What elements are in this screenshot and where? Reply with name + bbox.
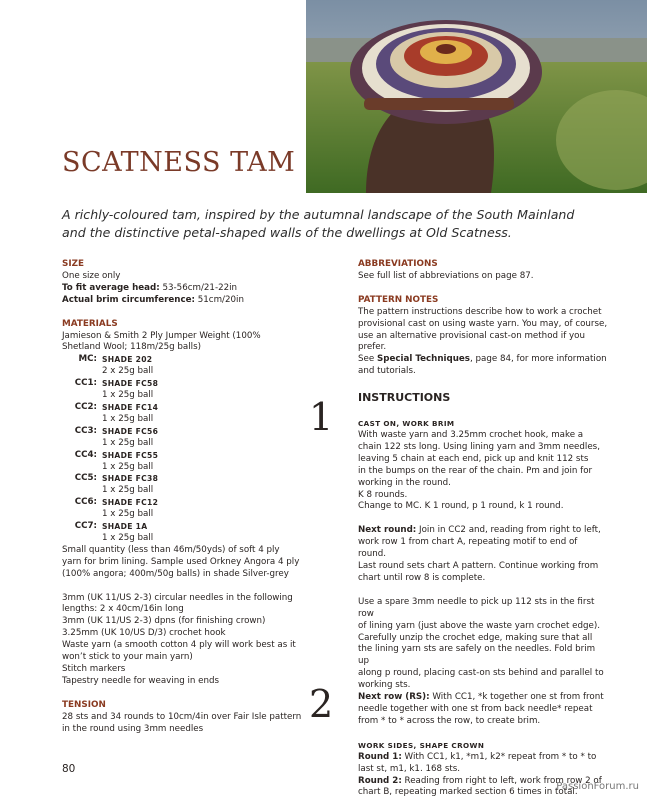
yarn-row (62, 402, 320, 414)
next-round-line (358, 525, 608, 537)
spare-line: working sts. (358, 680, 411, 691)
spare-line: Use a spare 3mm needle to pick up 112 sts in the first row (358, 596, 595, 619)
spare-line: the lining yarn sts are safely on the needles. Fold brim up (358, 644, 596, 667)
tool-line: won’t stick to your main yarn) (62, 652, 193, 663)
cast-on-line: With waste yarn and 3.25mm crochet hook, make a (358, 429, 584, 440)
page-number: 80 (62, 763, 76, 775)
tool-line: Stitch markers (62, 664, 126, 674)
notes-line (358, 354, 608, 366)
yarn-row (62, 378, 320, 390)
yarn-row (62, 473, 320, 485)
yarn-shade: SHADE FC55 (102, 450, 159, 460)
right-column (358, 259, 608, 799)
next-round-text: Join in CC2 and, reading from right to left, (416, 525, 601, 536)
next-round-label: Next round: (358, 525, 417, 536)
cast-on-line: Change to MC. K 1 round, p 1 round, k 1 round. (358, 501, 564, 512)
size-one: One size only (62, 270, 121, 281)
round1-text: With CC1, k1, *m1, k2* repeat from * to * to (401, 751, 597, 762)
round2-line: chart B, repeating marked section 6 times in total. (358, 787, 578, 798)
cast-on-line: in the bumps on the rear of the chain. Pm and join for (358, 465, 593, 476)
tool-line: 3.25mm (UK 10/US D/3) crochet hook (62, 628, 226, 639)
head-label: To fit average head: (62, 282, 160, 293)
round1-label: Round 1: (358, 751, 402, 762)
yarn-label: CC4: (74, 449, 97, 460)
yarn-label: CC1: (74, 378, 97, 389)
cast-on-line: working in the round. (358, 477, 451, 488)
yarn-row (62, 354, 320, 366)
yarn-shade: SHADE FC56 (102, 426, 159, 436)
yarn-row (62, 426, 320, 438)
step-number-1: 1 (309, 395, 334, 439)
round1-line (358, 752, 608, 764)
size-brim (62, 295, 320, 307)
round2-label: Round 2: (358, 775, 402, 786)
materials-extra: (100% angora; 400m/50g balls) in shade Silver-grey (62, 568, 289, 579)
yarn-qty: 2 x 25g ball (102, 366, 154, 377)
yarn-qty: 1 x 25g ball (102, 532, 154, 543)
yarn-qty: 1 x 25g ball (102, 509, 154, 520)
yarn-row (62, 497, 320, 509)
yarn-shade: SHADE 202 (102, 355, 153, 365)
next-row-text: With CC1, *k together one st from front (429, 692, 604, 703)
cast-on-line: chain 122 sts long. Using lining yarn and 3mm needles, (358, 441, 600, 452)
yarn-label: CC5: (74, 473, 97, 484)
yarn-qty: 1 x 25g ball (102, 485, 154, 496)
yarn-shade: SHADE FC12 (102, 498, 159, 508)
abbreviations-heading: ABBREVIATIONS (358, 259, 438, 269)
notes-line: and tutorials. (358, 366, 416, 377)
step-number-2: 2 (309, 682, 334, 726)
materials-extra: yarn for brim lining. Sample used Orkney Angora 4 ply (62, 556, 300, 567)
tension-heading: TENSION (62, 699, 106, 710)
tension-line: in the round using 3mm needles (62, 723, 204, 734)
yarn-label: CC6: (74, 497, 97, 508)
hat-photo (306, 0, 647, 193)
yarn-qty: 1 x 25g ball (102, 413, 154, 424)
materials-extra: Small quantity (less than 46m/50yds) of soft 4 ply (62, 544, 280, 555)
notes-see: See (358, 354, 377, 365)
notes-page: , page 84, for more information (469, 354, 607, 365)
notes-line: provisional cast on using waste yarn. You may, of course, (358, 318, 608, 329)
tool-line: lengths: 2 x 40cm/16in long (62, 604, 184, 615)
work-sides-heading: WORK SIDES, SHAPE CROWN (358, 740, 485, 750)
yarn-label: MC: (78, 354, 97, 365)
next-round-line: chart until row 8 is complete. (358, 572, 486, 583)
yarn-shade: SHADE FC14 (102, 402, 159, 412)
tension-line: 28 sts and 34 rounds to 10cm/4in over Fair Isle pattern (62, 711, 302, 722)
next-row-line: needle together with one st from back needle* repeat (358, 704, 593, 714)
cast-on-line: leaving 5 chain at each end, pick up and knit 112 sts (358, 453, 589, 464)
notes-heading: PATTERN NOTES (358, 294, 439, 305)
brim-label: Actual brim circumference: (62, 294, 195, 305)
spare-line: Carefully unzip the crochet edge, making sure that all (358, 632, 593, 643)
cast-on-line: K 8 rounds. (358, 489, 408, 500)
next-row-label: Next row (RS): (358, 692, 430, 703)
instructions-heading: INSTRUCTIONS (358, 391, 451, 405)
tool-line: 3mm (UK 11/US 2-3) circular needles in the following (62, 592, 293, 603)
round1-line: last st, m1, k1. 168 sts. (358, 763, 461, 774)
left-column (62, 259, 320, 736)
yarn-qty: 1 x 25g ball (102, 461, 154, 472)
tool-line: 3mm (UK 11/US 2-3) dpns (for finishing crown) (62, 616, 266, 627)
yarn-label: CC7: (74, 521, 97, 532)
next-round-line: Last round sets chart A pattern. Continue working from (358, 561, 599, 572)
materials-line: Shetland Wool; 118m/25g balls) (62, 342, 201, 353)
notes-line: use an alternative provisional cast-on method if you prefer. (358, 330, 585, 353)
yarn-shade: SHADE FC58 (102, 379, 159, 389)
tool-line: Waste yarn (a smooth cotton 4 ply will work best as it (62, 640, 296, 651)
brim-value: 51cm/20in (197, 294, 244, 305)
tool-line: Tapestry needle for weaving in ends (62, 675, 220, 686)
yarn-label: CC3: (74, 425, 97, 436)
size-heading: SIZE (62, 259, 84, 269)
yarn-row (62, 450, 320, 462)
photo-image (306, 0, 647, 193)
yarn-row (62, 521, 320, 533)
next-row-line: from * to * across the row, to create brim. (358, 715, 541, 726)
watermark: PassionForum.ru (556, 781, 639, 792)
yarn-shade: SHADE FC38 (102, 474, 159, 484)
spare-line: of lining yarn (just above the waste yarn crochet edge). (358, 620, 600, 631)
abbreviations-text: See full list of abbreviations on page 87. (358, 270, 534, 281)
intro-text: A richly-coloured tam, inspired by the autumnal landscape of the South Mainland and the distinctive petal-shaped walls of the dwellings at Old Scatness. (62, 207, 575, 240)
notes-special-link: Special Techniques (376, 354, 470, 365)
next-row-line (358, 692, 608, 704)
page-title: SCATNESS TAM (62, 147, 296, 178)
materials-line: Jamieson & Smith 2 Ply Jumper Weight (100% (62, 330, 261, 341)
cast-on-heading: CAST ON, WORK BRIM (358, 419, 455, 429)
yarn-qty: 1 x 25g ball (102, 437, 154, 448)
materials-heading: MATERIALS (62, 318, 118, 329)
yarn-qty: 1 x 25g ball (102, 390, 154, 401)
notes-line: The pattern instructions describe how to work a crochet (358, 306, 602, 317)
yarn-label: CC2: (74, 401, 97, 412)
head-value: 53-56cm/21-22in (162, 282, 238, 293)
round2-text: Reading from right to left, work from row 2 of (401, 775, 602, 786)
spare-line: along p round, placing cast-on sts behind and parallel to (358, 668, 604, 679)
next-round-line: work row 1 from chart A, repeating motif to end of round. (358, 537, 578, 560)
size-head (62, 283, 320, 295)
yarn-shade: SHADE 1A (102, 522, 148, 532)
